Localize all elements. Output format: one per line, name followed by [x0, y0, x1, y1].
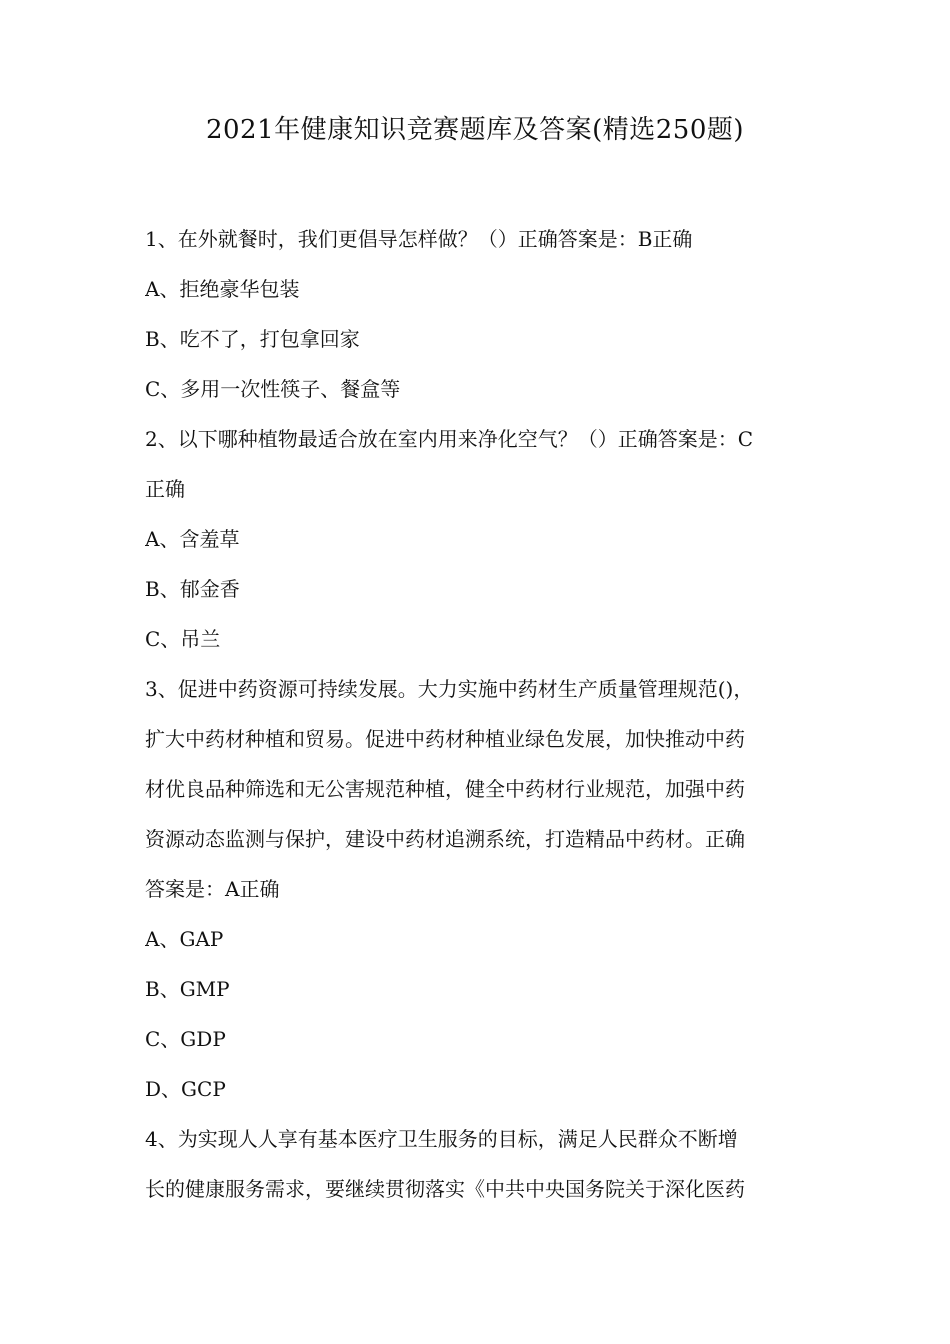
question-3-text-line-3: 材优良品种筛选和无公害规范种植，健全中药材行业规范，加强中药	[145, 777, 745, 801]
question-1-option-a: A、拒绝豪华包装	[145, 277, 300, 301]
question-3-option-b: B、GMP	[145, 977, 230, 1001]
question-2-option-a: A、含羞草	[145, 527, 240, 551]
question-4-text-line-1: 4、为实现人人享有基本医疗卫生服务的目标，满足人民群众不断增	[145, 1127, 738, 1151]
question-1-option-c: C、多用一次性筷子、餐盒等	[145, 377, 401, 401]
question-1-text: 1、在外就餐时，我们更倡导怎样做？（）正确答案是：B正确	[145, 227, 693, 251]
question-3-text-line-1: 3、促进中药资源可持续发展。大力实施中药材生产质量管理规范()，	[145, 677, 754, 701]
question-2-option-c: C、吊兰	[145, 627, 221, 651]
question-1-option-b: B、吃不了，打包拿回家	[145, 327, 360, 351]
document-title: 2021年健康知识竞赛题库及答案(精选250题)	[205, 115, 745, 145]
document-body	[145, 214, 809, 1214]
question-2-text-line-1: 2、以下哪种植物最适合放在室内用来净化空气？（）正确答案是：C	[145, 427, 754, 451]
question-2-text-line-2: 正确	[145, 477, 185, 501]
question-3-text-line-2: 扩大中药材种植和贸易。促进中药材种植业绿色发展，加快推动中药	[145, 727, 745, 751]
question-3-option-a: A、GAP	[145, 927, 224, 951]
question-2-option-b: B、郁金香	[145, 577, 240, 601]
question-4-text-line-2: 长的健康服务需求，要继续贯彻落实《中共中央国务院关于深化医药	[145, 1177, 745, 1201]
question-3-text-line-5: 答案是：A正确	[145, 877, 280, 901]
question-3-text-line-4: 资源动态监测与保护，建设中药材追溯系统，打造精品中药材。正确	[145, 827, 745, 851]
question-3-option-d: D、GCP	[145, 1077, 226, 1101]
question-3-option-c: C、GDP	[145, 1027, 226, 1051]
